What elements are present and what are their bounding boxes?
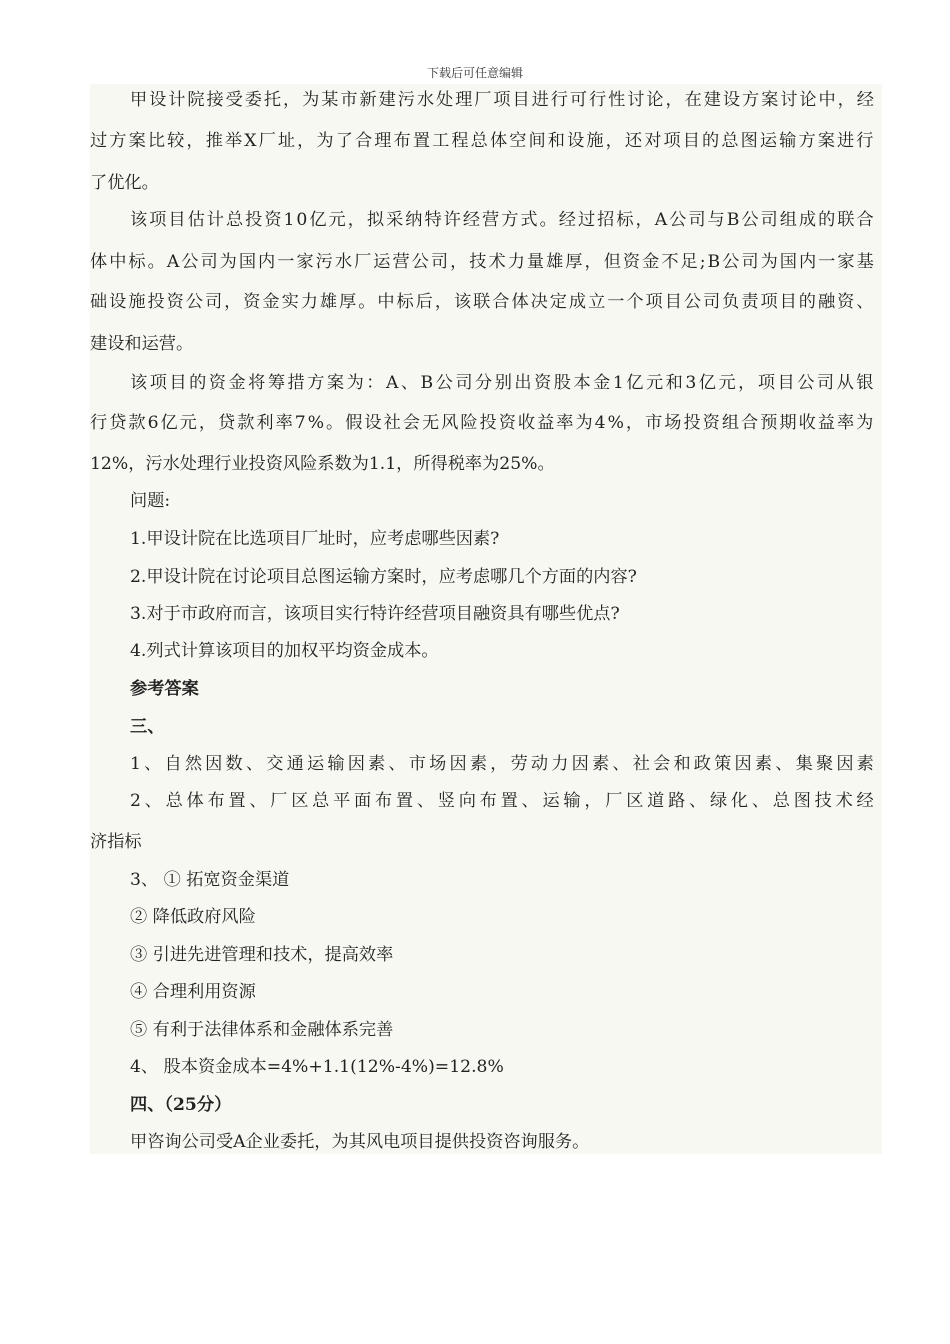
p2-line-4: 建设和运营。 — [90, 334, 194, 354]
p1-line-1: 甲 设 计 院 接 受 委 托 ， 为 某 市 新 建 污 水 处 理 厂 项 目 进 行 可 行 性 讨 论 ， 在 建 设 方 案 讨 论 中 ， 经 — [130, 90, 874, 110]
section-four-heading: 四、（25分） — [130, 1095, 232, 1115]
p4-line-1: 甲咨询公司受A企业委托，为其风电项目提供投资咨询服务。 — [130, 1132, 590, 1152]
p3-line-3: 12%，污水处理行业投资风险系数为1.1，所得税率为25%。 — [90, 454, 555, 474]
answer-3-line-5: ⑤ 有利于法律体系和金融体系完善 — [130, 1020, 394, 1040]
answer-title: 参考答案 — [130, 679, 199, 699]
question-3: 3.对于市政府而言，该项目实行特许经营项目融资具有哪些优点? — [130, 604, 620, 624]
answer-3-line-1: 3、 ① 拓宽资金渠道 — [130, 870, 290, 890]
questions-title: 问题: — [130, 491, 171, 511]
p2-line-2: 体 中 标 。 A 公 司 为 国 内 一 家 污 水 厂 运 营 公 司 ， 技 术 力 量 雄 厚 ， 但 资 金 不 足 ; B 公 司 为 国 内 一 家 基 — [90, 252, 874, 272]
answer-3-line-3: ③ 引进先进管理和技术，提高效率 — [130, 945, 394, 965]
document-body — [90, 84, 882, 1154]
question-2: 2.甲设计院在讨论项目总图运输方案时，应考虑哪几个方面的内容? — [130, 567, 637, 587]
answer-1: 1 、 自 然 因 数 、 交 通 运 输 因 素 、 市 场 因 素 ， 劳 动 力 因 素 、 社 会 和 政 策 因 素 、 集 聚 因 素 — [130, 754, 874, 774]
answer-2-line-2: 济指标 — [90, 832, 142, 852]
section-three-heading: 三、 — [130, 717, 165, 737]
p1-line-2: 过 方 案 比 较 ， 推 举 X 厂 址 ， 为 了 合 理 布 置 工 程 总 体 空 间 和 设 施 ， 还 对 项 目 的 总 图 运 输 方 案 进 行 — [90, 131, 874, 151]
p1-line-3: 了优化。 — [90, 173, 159, 193]
answer-3-line-4: ④ 合理利用资源 — [130, 982, 256, 1002]
p3-line-2: 行 贷 款 6 亿 元 ， 贷 款 利 率 7 % 。 假 设 社 会 无 风 险 投 资 收 益 率 为 4 % ， 市 场 投 资 组 合 预 期 收 益 率 为 — [90, 413, 874, 433]
question-4: 4.列式计算该项目的加权平均资金成本。 — [130, 641, 439, 661]
answer-3-line-2: ② 降低政府风险 — [130, 907, 256, 927]
p3-line-1: 该 项 目 的 资 金 将 筹 措 方 案 为 ： A 、 B 公 司 分 别 出 资 股 本 金 1 亿 元 和 3 亿 元 ， 项 目 公 司 从 银 — [130, 373, 874, 393]
answer-4: 4、 股本资金成本=4%+1.1(12%-4%)=12.8% — [130, 1057, 504, 1077]
question-1: 1.甲设计院在比选项目厂址时，应考虑哪些因素? — [130, 529, 500, 549]
p2-line-3: 础 设 施 投 资 公 司 ， 资 金 实 力 雄 厚 。 中 标 后 ， 该 联 合 体 决 定 成 立 一 个 项 目 公 司 负 责 项 目 的 融 资 、 — [90, 292, 874, 312]
answer-2-line-1: 2 、 总 体 布 置 、 厂 区 总 平 面 布 置 、 竖 向 布 置 、 运 输 ， 厂 区 道 路 、 绿 化 、 总 图 技 术 经 — [130, 791, 874, 811]
p2-line-1: 该 项 目 估 计 总 投 资 1 0 亿 元 ， 拟 采 纳 特 许 经 营 方 式 。 经 过 招 标 ， A 公 司 与 B 公 司 组 成 的 联 合 — [130, 210, 874, 230]
page-header: 下载后可任意编辑 — [426, 66, 523, 80]
